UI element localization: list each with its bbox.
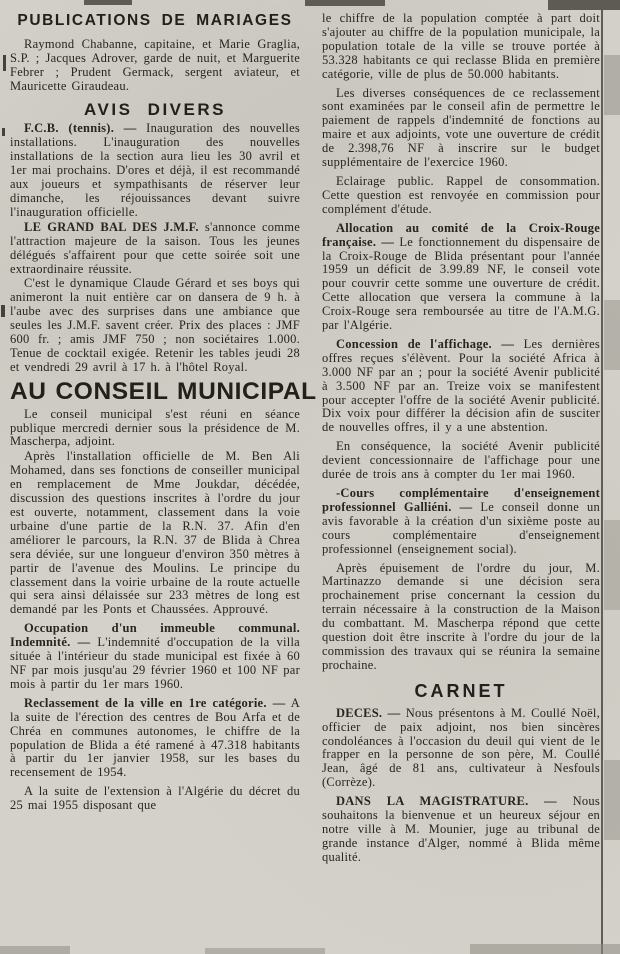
scan-artifact [0, 946, 70, 954]
paragraph-lead: Allocation au comité de la Croix-Rouge française. — [322, 220, 600, 249]
heading-au-conseil-municipal: AU CONSEIL MUNICIPAL [10, 377, 317, 405]
heading-avis-divers: AVIS DIVERS [84, 99, 226, 119]
scan-artifact [604, 300, 620, 370]
paragraph-reclassement [10, 697, 300, 780]
paragraph-text: C'est le dynamique Claude Gérard et ses boys qui animeront la nuit entière car on dansera de 9 h. à l'aube avec des surprises dans une ambiance que seules les J.M.F. savent créer. Prix des places : JMF 600 fr. ; amis JMF 750 ; non sociétaires 1.000. Tenue de cocktail exigée. Retenir les tables jeudi 28 et vendredi 29 avril à 17 h. à l'hôtel Royal. [10, 276, 300, 374]
paragraph-cours-complementaire [322, 487, 600, 557]
paragraph-text: Après épuisement de l'ordre du jour, M. Martinazzo demande si une décision sera prochainement prise concernant la cession du terrain nécessaire à la construction de la Maison du combattant. M. Mascherpa répond que cette question doit être inscrite à l'ordre du jour de la commission des travaux qui se réunira la semaine prochaine. [322, 560, 600, 672]
paragraph-eclairage-public [322, 175, 600, 217]
paragraph-text: Les diverses conséquences de ce reclassement sont examinées par le conseil afin de permettre le paiement de rappels d'indemnité de fonctions au maire et aux adjoints, vote une ouverture de crédit de 2.398,76 NF à inscrire sur le budget supplémentaire de l'exercice 1960. [322, 85, 600, 170]
paragraph-population-suite [322, 12, 600, 82]
heading-publications-de-mariages: PUBLICATIONS DE MARIAGES [17, 12, 293, 29]
paragraph-lead: Concession de l'affichage. — [336, 336, 515, 351]
paragraph-mariages [10, 38, 300, 94]
paragraph-text: Le conseil donne un avis favorable à la création d'un sixième poste au cours complémentaire d'enseignement professionnel (enseignement social). [322, 499, 600, 556]
paragraph-deces [322, 707, 600, 790]
paragraph-lead: F.C.B. (tennis). — [24, 121, 137, 136]
scan-artifact [305, 0, 385, 6]
paragraph-grand-bal [10, 221, 300, 277]
scan-artifact [205, 948, 325, 954]
paragraph-text: A la suite de l'extension à l'Algérie du décret du 25 mai 1955 disposant que [10, 784, 300, 813]
paragraph-lead: LE GRAND BAL DES J.M.F. [24, 219, 199, 234]
scan-artifact [470, 944, 620, 954]
paragraph-text: En conséquence, la société Avenir publicité devient concessionnaire de l'affichage pour une durée de trois ans à compter du 1er mai 1960. [322, 439, 600, 482]
paragraph-text: Après l'installation officielle de M. Ben Ali Mohamed, dans ses fonctions de conseiller municipal en remplacement de Mme Joukdar, décédée, discussion des questions inscrites à l'ordre du jour est ouverte, notamment, classement dans la voie urbaine d'une partie de la R.N. 37. Afin d'en améliorer le parcours, la R.N. 37 de Blida à Chrea sera déviée, sur une longueur d'environ 350 mètres à partir de l'avenue des Moulins. Le principe du classement dans la voirie urbaine de la route actuelle qui sera ainsi délaissée sur 233 mètres de long est demandé par les Ponts et Chaussées. Approuvé. [10, 449, 300, 617]
paragraph-text: Raymond Chabanne, capitaine, et Marie Graglia, S.P. ; Jacques Adrover, garde de nuit, et Marguerite Febrer ; Prudent Germack, sergent aviateur, et Mauricette Giraudeau. [10, 36, 300, 93]
paragraph-martinazzo [322, 562, 600, 673]
paragraph-text: Le fonctionnement du dispensaire de la Croix-Rouge de Blida présentant pour l'année 1959 un déficit de 3.99.89 NF, le conseil vote pour couvrir cette somme une ouverture de crédit. Cette allocation que versera la commune à la Croix-Rouge sera remboursée au titre de l'A.M.G. par l'Algérie. [322, 234, 600, 333]
paragraph-text: Les dernières offres reçues s'élèvent. Pour la société Africa à 3.000 NF par an ; pour la société Avenir publicité à 3.500 NF par an. Treize voix se manifestent pour accepter l'offre de la société Avenir publicité. Dix voix pour différer la décision afin de susciter de nouvelles offres, il y a une abstention. [322, 336, 600, 435]
heading-carnet: CARNET [414, 680, 508, 701]
paragraph-lead: DECES. — [336, 705, 401, 720]
paragraph-conseil-reuni [10, 408, 300, 450]
paragraph-occupation-immeuble [10, 622, 300, 692]
scan-artifact [604, 55, 620, 115]
right-column [322, 12, 600, 866]
paragraph-text: Le conseil municipal s'est réuni en séance publique mercredi dernier sous la présidence de M. Mascherpa, adjoint. [10, 406, 300, 449]
paragraph-magistrature [322, 795, 600, 865]
paragraph-consequences [322, 87, 600, 170]
paragraph-extension-algerie [10, 785, 300, 813]
paragraph-claude-gerard [10, 277, 300, 374]
paragraph-text: A la suite de l'érection des centres de Bou Arfa et de Chréa en communes autonomes, le chiffre de la population de Blida a été ramené à 47.318 habitants à partir du 1er janvier 1958, sur les bases du recensement de 1954. [10, 695, 301, 780]
scan-artifact [3, 55, 6, 71]
scan-artifact [604, 520, 620, 610]
scan-artifact [84, 0, 132, 5]
paragraph-lead: DANS LA MAGISTRATURE. — [336, 794, 557, 809]
paragraph-installation-ben-ali [10, 450, 300, 617]
paragraph-avenir-publicite [322, 440, 600, 482]
paragraph-text: le chiffre de la population comptée à part doit s'ajouter au chiffre de la population municipale, la population totale de la ville se trouve portée à 53.328 habitants ce qui reclasse Blida en première catégorie, ville de plus de 50.000 habitants. [322, 11, 600, 81]
column-rule [601, 0, 603, 954]
paragraph-text: Nous souhaitons la bienvenue et un heureux séjour en notre ville à M. Mounier, juge au tribunal de grande instance d'Alger, nommé à Blida même qualité. [322, 794, 600, 864]
scan-artifact [548, 0, 620, 10]
paragraph-text: L'indemnité d'occupation de la villa située à l'intérieur du stade municipal est fixée à 60 NF par mois jusqu'au 29 février 1960 et 100 NF par mois à partir du 1er mars 1960. [10, 635, 300, 691]
paragraph-text: Inauguration des nouvelles installations. L'inauguration des nouvelles installations de la section aura lieu les 30 avril et 1er mai prochains. D'ores et déjà, il est recommandé aux joueurs et sympathisants de réserver leur dimanche, les réjouissances devant suivre l'inauguration officielle. [10, 121, 300, 219]
paragraph-text: Nous présentons à M. Coullé Noël, officier de paix adjoint, nos bien sincères condoléances à l'occasion du deuil qui vient de le frapper en la personne de son père, M. Coullé Jean, âgé de 81 ans, cultivateur à Nesfouls (Corrèze). [322, 705, 600, 790]
left-column [10, 12, 317, 814]
scan-artifact [604, 760, 620, 840]
paragraph-text: Eclairage public. Rappel de consommation. Cette question est renvoyée en commission pour complément d'étude. [322, 173, 600, 216]
paragraph-lead: -Cours complémentaire d'enseignement professionnel Galliéni. — [322, 486, 600, 514]
paragraph-lead: Reclassement de la ville en 1re catégorie. — [24, 695, 286, 710]
paragraph-allocation-croix-rouge [322, 222, 600, 333]
paragraph-lead: Occupation d'un immeuble communal. Indemnité. — [10, 621, 300, 650]
paragraph-fcb-tennis [10, 122, 300, 219]
paragraph-concession-affichage [322, 338, 600, 435]
scan-artifact [2, 128, 5, 136]
scan-artifact [1, 305, 5, 317]
paragraph-text: s'annonce comme l'attraction majeure de la saison. Tous les jeunes délégués s'affairent pour que cette soirée soit une extraordinaire réussite. [10, 219, 300, 276]
